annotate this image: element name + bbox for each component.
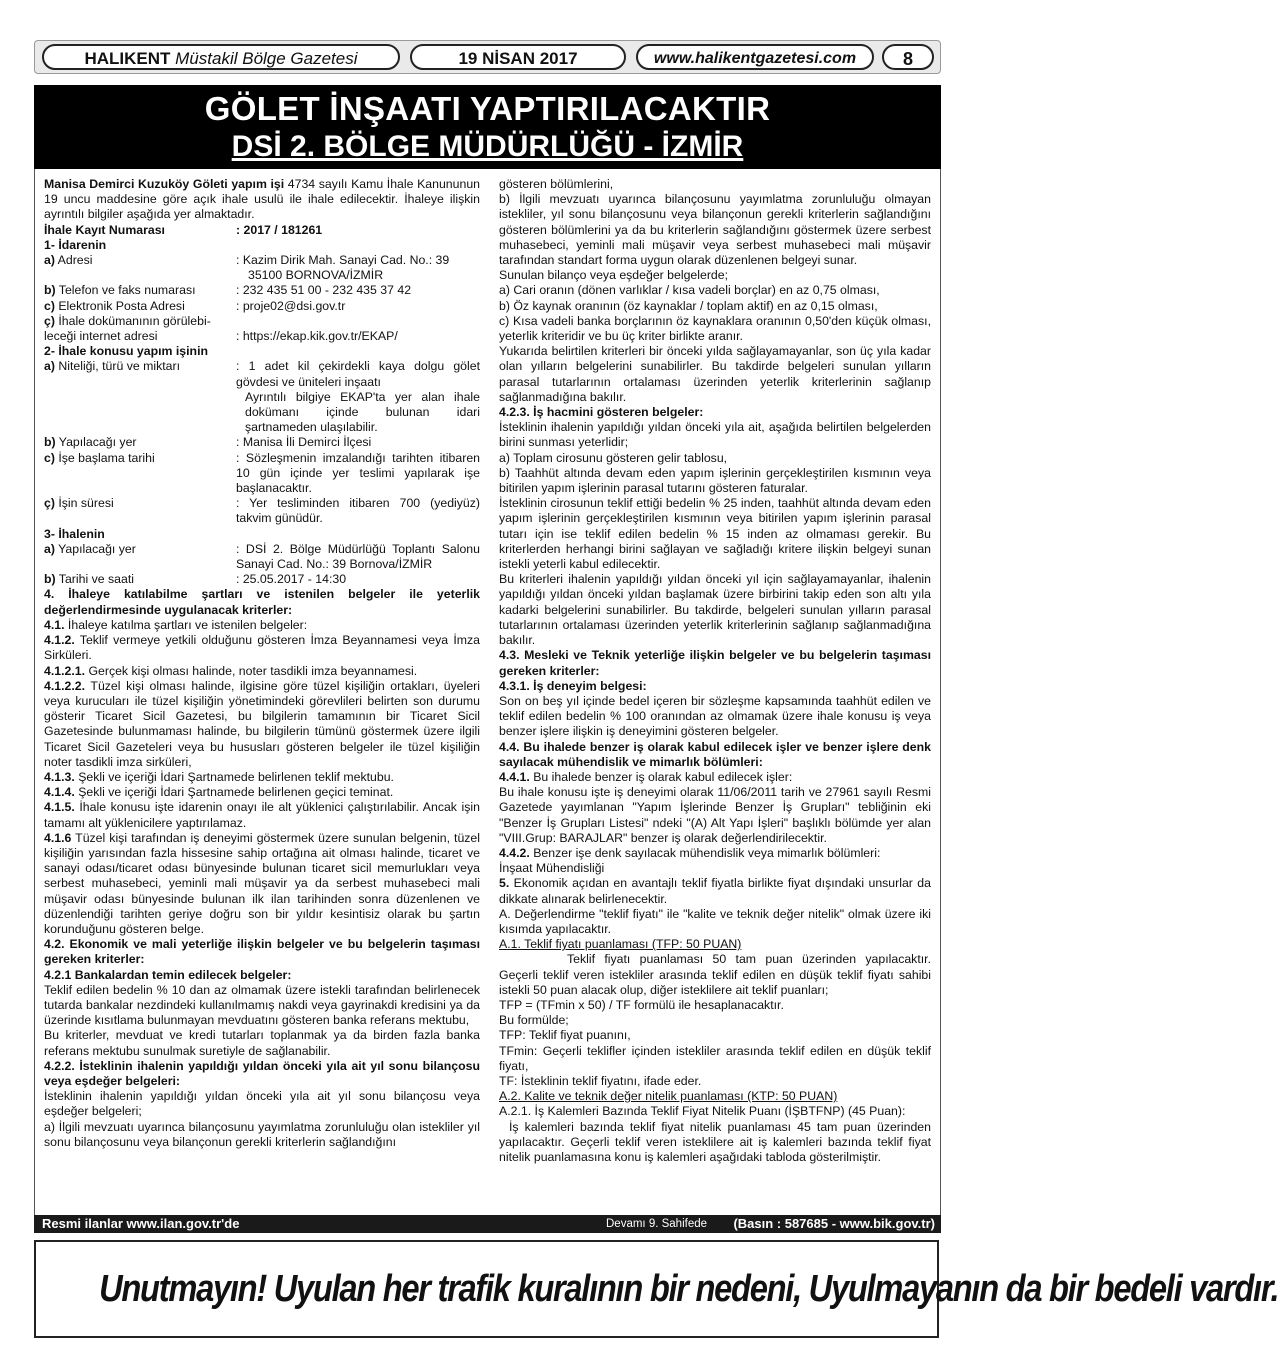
row-num: b): [44, 435, 56, 450]
para-a21: A.2.1. İş Kalemleri Bazında Teklif Fiyat Nitelik Puanı (İŞBTFNP) (45 Puan):: [499, 1104, 906, 1119]
para-5: [499, 876, 931, 906]
para-text: Tüzel kişi tarafından iş deneyimi göstermek üzere sunulan belgenin, tüzel kişiliğin yarısından fazla hissesine sahip ortağına ait olması halinde, ticaret ve sanayi odası/ticaret odası bünyesinde bulunan ticaret sicil memurlukları veya serbest muhasebeci, yeminli mali müşavir ya da serbest muhasebeci mali müşavir odası bünyesinde bulunan ilk ilan tarihinden sonra düzenlenen ve düzenlendiği tarihten geriye doğru son bir yıldır kesintisiz olarak bu şartın korunduğunu gösteren belge.: [44, 830, 480, 936]
subheadline: DSİ 2. BÖLGE MÜDÜRLÜĞÜ - İZMİR: [231, 130, 744, 163]
section-2-title: 2- İhale konusu yapım işinin: [44, 344, 208, 359]
row-label: Adresi: [54, 253, 93, 268]
tfp-formula: TFP = (TFmin x 50) / TF formülü ile hesaplanacaktır.: [499, 997, 784, 1012]
para-num: 4.4.1.: [499, 769, 530, 784]
para-4-2-3-e: Bu kriterleri ihalenin yapıldığı yıldan önceki yıl için sağlayamayanlar, ihalenin yapıldığı yıldan önceki yıldan başlamak üzere birbirini takip eden son altı yıla kadarki belgelerini sunabilirler. Bu takdirde, belgeleri sunulan yılların parasal tutarlarının ortalaması üzerinden yeterlik kriterlerinin sağlanıp sağlanmadığına bakılır.: [499, 572, 931, 648]
para-num: 4.1.6: [44, 830, 72, 845]
row-value: : 232 435 51 00 - 232 435 37 42: [236, 283, 412, 298]
para-a1-c: TFP: Teklif fiyat puanını,: [499, 1028, 631, 1043]
row-label: İşe başlama tarihi: [54, 450, 155, 465]
row-eposta: [44, 299, 480, 314]
para-4-1-2-1: [44, 664, 480, 679]
kayit-value: : 2017 / 181261: [236, 222, 323, 237]
para-num: 4.4.2.: [499, 845, 530, 860]
row-yer: [44, 435, 480, 450]
para-4-2-3-d: İsteklinin cirosunun teklif ettiği bedelin % 25 inden, taahhüt altında devam eden yapım işlerinin gerçekleştirilen kısmının veya bitirilen yapım işlerinin parasal tutarı için ise teklif edilen bedelin % 15 inden az olmaması gerekir. Bu kriterlerden herhangi birini sağlayan ve sağladığı kritere ilişkin belgeyi sunan istekli yeterli kabul edilecektir.: [499, 496, 931, 572]
row-num: c): [44, 450, 55, 465]
row-ihale-yer: [44, 542, 480, 572]
para-cari-oran: a) Cari oranın (dönen varlıklar / kısa vadeli borçlar) en az 0,75 olması,: [499, 283, 880, 298]
page-number: 8: [882, 44, 934, 70]
para-num: 5.: [499, 876, 510, 891]
row-value: : Yer tesliminden itibaren 700 (yediyüz) takvim günüdür.: [236, 496, 480, 526]
row-label: Yapılacağı yer: [55, 435, 137, 450]
column-left: [44, 177, 480, 1150]
para-4-4-2-b: İnşaat Mühendisliği: [499, 861, 605, 876]
para-text: Benzer işe denk sayılacak mühendislik veya mimarlık bölümleri:: [529, 845, 881, 860]
section-a1-title: A.1. Teklif fiyatı puanlaması (TFP: 50 PUAN): [499, 937, 742, 952]
section-4-2-title: 4.2. Ekonomik ve mali yeterliğe ilişkin belgeler ve bu belgelerin taşıması gereken kriterler:: [44, 937, 480, 967]
para-4-4-2: [499, 846, 931, 861]
section-4-3-1-title: 4.3.1. İş deneyim belgesi:: [499, 678, 647, 693]
section-3-title: 3- İhalenin: [44, 526, 105, 541]
para-4-1-2-2: [44, 679, 480, 770]
row-label: İhale dokümanının görülebi-: [54, 313, 211, 328]
para-text: Tüzel kişi olması halinde, ilgisine göre tüzel kişiliğin ortakları, üyeleri veya kurucuları ile tüzel kişiliğin yönetimindeki görevlileri belirten son durumu gösterir Ticaret Sicil Gazetesi, bu bilgilerin tamamının bir Ticaret Sicil Gazetesinde bulunmaması halinde, bu bilgilerin tümünü göstermek üzere ilgili Ticaret Sicil Gazeteleri veya bu hususları gösteren belgeler ile tüzel kişiliğin noter tasdikli imza sirküleri,: [44, 678, 480, 769]
section-4-2-1-title: 4.2.1 Bankalardan temin edilecek belgeler:: [44, 967, 292, 982]
para-a1-d: TFmin: Geçerli teklifler içinden istekliler arasında teklif edilen en düşük teklif fiyatı,: [499, 1043, 931, 1073]
row-telefon: [44, 283, 480, 298]
row-value: : Sözleşmenin imzalandığı tarihten itibaren 10 gün içinde yer teslimi yapılarak işe başlanacaktır.: [236, 450, 480, 496]
footer-right[interactable]: (Basın : 587685 - www.bik.gov.tr): [733, 1216, 935, 1231]
intro-bold: Manisa Demirci Kuzuköy Göleti yapım işi: [44, 177, 285, 191]
intro-paragraph: [44, 177, 480, 223]
para-bilanço-c: Sunulan bilanço veya eşdeğer belgelerde;: [499, 268, 729, 283]
row-value: : 1 adet kil çekirdekli kaya dolgu gölet gövdesi ve üniteleri inşaatı: [236, 359, 480, 389]
row-adres: [44, 253, 480, 283]
para-4-1-3: [44, 770, 480, 785]
para-text: Şekli ve içeriği İdari Şartnamede belirlenen geçici teminat.: [74, 785, 394, 800]
row-num: c): [44, 298, 55, 313]
section-4-title: 4. İhaleye katılabilme şartları ve istenilen belgeler ile yeterlik değerlendirmesinde uygulanacak kriterler:: [44, 587, 480, 617]
row-tarih: [44, 572, 480, 587]
para-bilanço-b: b) İlgili mevzuatı uyarınca bilançosunu yayımlatma zorunluluğu olmayan istekliler, yıl sonu bilançosunu veya bilançonun gerekli kriterlerin sağlandığını gösteren bölümlerini ya da bu kriterlerin sağlandığını göstermek üzere serbest muhasebeci, yeminli mali müşavir veya serbest muhasebeci mali müşavir tarafından standart forma uygun olarak düzenlenen belgeyi sunar.: [499, 192, 931, 268]
column-right: [499, 177, 931, 1165]
row-kayit: [44, 223, 480, 238]
para-num: 4.1.3.: [44, 769, 75, 784]
section-1-title: 1- İdarenin: [44, 237, 107, 252]
footer-continued: Devamı 9. Sahifede: [606, 1218, 708, 1230]
para-num: 4.1.: [44, 617, 65, 632]
para-text: Teklif vermeye yetkili olduğunu gösteren İmza Beyannamesi veya İmza Sirküleri.: [44, 633, 480, 663]
para-text: Ekonomik açıdan en avantajlı teklif fiyatla birlikte fiyat dışındaki unsurlar da dikkate alınarak belirlenecektir.: [499, 876, 931, 906]
row-value: : Manisa İli Demirci İlçesi: [236, 435, 372, 450]
para-4-1-5: [44, 800, 480, 830]
section-4-3-title: 4.3. Mesleki ve Teknik yeterliğe ilişkin belgeler ve bu belgelerin taşıması gereken kriterler:: [499, 648, 931, 678]
para-5-a: A. Değerlendirme "teklif fiyatı" ile "kalite ve teknik değer nitelik" olmak üzere iki kısımda yapılacaktır.: [499, 906, 931, 936]
para-4-1-2: [44, 633, 480, 663]
para-4-2-3-a: İsteklinin ihalenin yapıldığı yıldan önceki yıla ait, aşağıda belirtilen belgelerden birini sunması yeterlidir;: [499, 420, 931, 450]
ekap-link[interactable]: : https://ekap.kik.gov.tr/EKAP/: [236, 329, 398, 344]
website-link[interactable]: www.halikentgazetesi.com: [636, 44, 874, 70]
row-internet: [44, 314, 480, 344]
traffic-slogan-box: [34, 1240, 1278, 1338]
para-text: İhaleye katılma şartları ve istenilen belgeler:: [64, 617, 308, 632]
para-4-2-2-b: a) İlgili mevzuatı uyarınca bilançosunu yayımlatma zorunluluğu olan istekliler yıl sonu bilançosunu veya bilançonun gerekli kriterlerin sağlandığını: [44, 1119, 480, 1149]
para-text: İhale konusu işte idarenin onayı ile alt yüklenici çalıştırılabilir. Ancak işin tamamı alt yüklenicilere yaptırılamaz.: [44, 800, 480, 830]
kayit-label: İhale Kayıt Numarası: [44, 222, 165, 237]
headline-banner: [34, 85, 941, 169]
footer-left[interactable]: Resmi ilanlar www.ilan.gov.tr'de: [42, 1216, 240, 1231]
issue-date: 19 NİSAN 2017: [410, 44, 626, 70]
row-nitelik: [44, 359, 480, 435]
email-link[interactable]: : proje02@dsi.gov.tr: [236, 298, 346, 313]
para-4-4-1: [499, 770, 931, 785]
para-4-2-2-a: İsteklinin ihalenin yapıldığı yıldan önceki yıla ait yıl sonu bilançosu veya eşdeğer belgeleri;: [44, 1089, 480, 1119]
para-text: Şekli ve içeriği İdari Şartnamede belirlenen teklif mektubu.: [74, 769, 394, 784]
row-num: a): [44, 253, 55, 268]
para-num: 4.1.2.1.: [44, 663, 86, 678]
row-value-cont: 35100 BORNOVA/İZMİR: [248, 268, 384, 283]
section-4-2-2-title: 4.2.2. İsteklinin ihalenin yapıldığı yıldan önceki yıla ait yıl sonu bilançosu veya eşdeğer belgeleri:: [44, 1058, 480, 1088]
para-a1: Teklif fiyatı puanlaması 50 tam puan üzerinden yapılacaktır. Geçerli teklif veren istekliler arasında teklif edilen en düşük teklif fiyatı sahibi istekli 50 puan alacak olup, diğer isteklilere ait teklif puanları;: [499, 952, 931, 997]
para-4-1: [44, 618, 480, 633]
row-label: Niteliği, türü ve miktarı: [54, 359, 180, 374]
section-4-2-3-title: 4.2.3. İş hacmini gösteren belgeler:: [499, 405, 704, 420]
newspaper-name-bold: HALIKENT: [84, 49, 171, 68]
para-4-2-1-a: Teklif edilen bedelin % 10 dan az olmamak üzere istekli tarafından belirlenecek tutarda bankalar nezdindeki kullanılmamış nakdi veya gayrinakdi kredisini ya da üzerinde kısıtlama bulunmayan mevduatını gösteren banka referans mektubu,: [44, 982, 480, 1028]
footer-bar: [34, 1215, 941, 1233]
row-num: a): [44, 541, 55, 556]
para-4-2-3-b: a) Toplam cirosunu gösteren gelir tablosu,: [499, 450, 728, 465]
row-label: Elektronik Posta Adresi: [54, 298, 185, 313]
para-num: 4.1.2.: [44, 633, 75, 648]
para-4-4-1-b: Bu ihale konusu işte iş deneyimi olarak 11/06/2011 tarih ve 27961 sayılı Resmi Gazetede yayımlanan "Yapım İşlerinde Benzer İş Grupları" tebliğinin eki "Benzer İş Grupları Listesi" ndeki "(A) Alt Yapı İşleri" başlıklı bölümde yer alan "VIII.Grup: BARAJLAR" benzer iş olarak değerlendirilecektir.: [499, 785, 931, 845]
row-value-cont: Ayrıntılı bilgiye EKAP'ta yer alan ihale dokümanı içinde bulunan idari şartnameden ulaşılabilir.: [245, 389, 480, 435]
newspaper-name: [42, 44, 400, 70]
row-num: a): [44, 359, 55, 374]
para-a21-b: İş kalemleri bazında teklif fiyat nitelik puanlaması 45 tam puan üzerinden yapılacaktır. Geçerli teklif veren isteklilere ait iş kalemleri bazında teklif fiyat nitelik puanlamasına konu iş kalemleri aşağıdaki tabloda gösterilmiştir.: [499, 1119, 931, 1164]
para-kisa-vadeli: c) Kısa vadeli banka borçlarının öz kaynaklara oranının 0,50'den küçük olması, yeterlik kriteridir ve bu üç kriter birlikte aranır.: [499, 313, 931, 344]
para-yukarida: Yukarıda belirtilen kriterleri bir önceki yılda sağlayamayanlar, son üç yıla kadar olan yılların belgelerini sunabilirler. Bu takdirde belgeleri sunulan yılların parasal tutarlarının ortalaması üzerinden yeterlik kriterlerinin sağlanıp sağlanmadığına bakılır.: [499, 344, 931, 404]
para-num: 4.1.5.: [44, 800, 75, 815]
para-cont: gösteren bölümlerini,: [499, 177, 614, 191]
para-4-1-4: [44, 785, 480, 800]
section-4-4-title: 4.4. Bu ihalede benzer iş olarak kabul edilecek işler ve benzer işlere denk sayılacak mühendislik ve mimarlık bölümleri:: [499, 739, 931, 769]
row-value: : 25.05.2017 - 14:30: [236, 572, 347, 587]
para-a1-e: TF: İsteklinin teklif fiyatını, ifade eder.: [499, 1073, 702, 1088]
row-num: ç): [44, 313, 55, 328]
row-value: : Kazim Dirik Mah. Sanayi Cad. No.: 39: [236, 253, 450, 268]
row-num: b): [44, 572, 56, 587]
newspaper-name-subtitle: Müstakil Bölge Gazetesi: [175, 49, 358, 68]
row-label: Yapılacağı yer: [54, 541, 136, 556]
row-baslama: [44, 451, 480, 497]
para-text: Bu ihalede benzer iş olarak kabul edilecek işler:: [529, 769, 793, 784]
row-sure: [44, 496, 480, 526]
row-value: : DSİ 2. Bölge Müdürlüğü Toplantı Salonu Sanayi Cad. No.: 39 Bornova/İZMİR: [236, 541, 480, 572]
row-label-cont: leceği internet adresi: [44, 329, 158, 344]
row-label: Telefon ve faks numarası: [55, 283, 196, 298]
section-a2-title: A.2. Kalite ve teknik değer nitelik puanlaması (KTP: 50 PUAN): [499, 1089, 838, 1104]
para-4-2-1-b: Bu kriterler, mevduat ve kredi tutarları toplanmak ya da birden fazla banka referans mektubu sunulmak suretiyle de sağlanabilir.: [44, 1028, 480, 1058]
row-label: İşin süresi: [54, 496, 114, 511]
para-num: 4.1.2.2.: [44, 678, 86, 693]
para-text: Gerçek kişi olması halinde, noter tasdikli imza beyannamesi.: [85, 663, 418, 678]
row-num: ç): [44, 496, 55, 511]
para-oz-kaynak: b) Öz kaynak oranının (öz kaynaklar / toplam aktif) en az 0,15 olması,: [499, 298, 878, 313]
para-4-2-3-c: b) Taahhüt altında devam eden yapım işlerinin gerçekleştirilen kısmının veya bitirilen yapım işlerinin parasal tutarını gösteren faturalar.: [499, 465, 931, 496]
para-4-1-6: [44, 831, 480, 937]
traffic-slogan: Unutmayın! Uyulan her trafik kuralının bir nedeni, Uyulmayanın da bir bedeli vardır.: [99, 1268, 1278, 1310]
intro-text: 4734 sayılı Kamu İhale Kanununun 19 uncu maddesine göre açık ihale usulü ile ihale edilecektir. İhaleye ilişkin ayrıntılı bilgiler aşağıda yer almaktadır.: [44, 177, 480, 222]
row-label: Tarihi ve saati: [55, 572, 134, 587]
para-a1-b: Bu formülde;: [499, 1013, 569, 1028]
headline: GÖLET İNŞAATI YAPTIRILACAKTIR: [204, 90, 771, 127]
para-num: 4.1.4.: [44, 785, 75, 800]
para-4-3-1: Son on beş yıl içinde bedel içeren bir sözleşme kapsamında taahhüt edilen ve teklif edilen bedelin % 100 oranından az olmamak üzere ihale konusu iş veya benzer işlere ilişkin iş deneyimini gösteren belgeler.: [499, 693, 931, 739]
row-num: b): [44, 283, 56, 298]
